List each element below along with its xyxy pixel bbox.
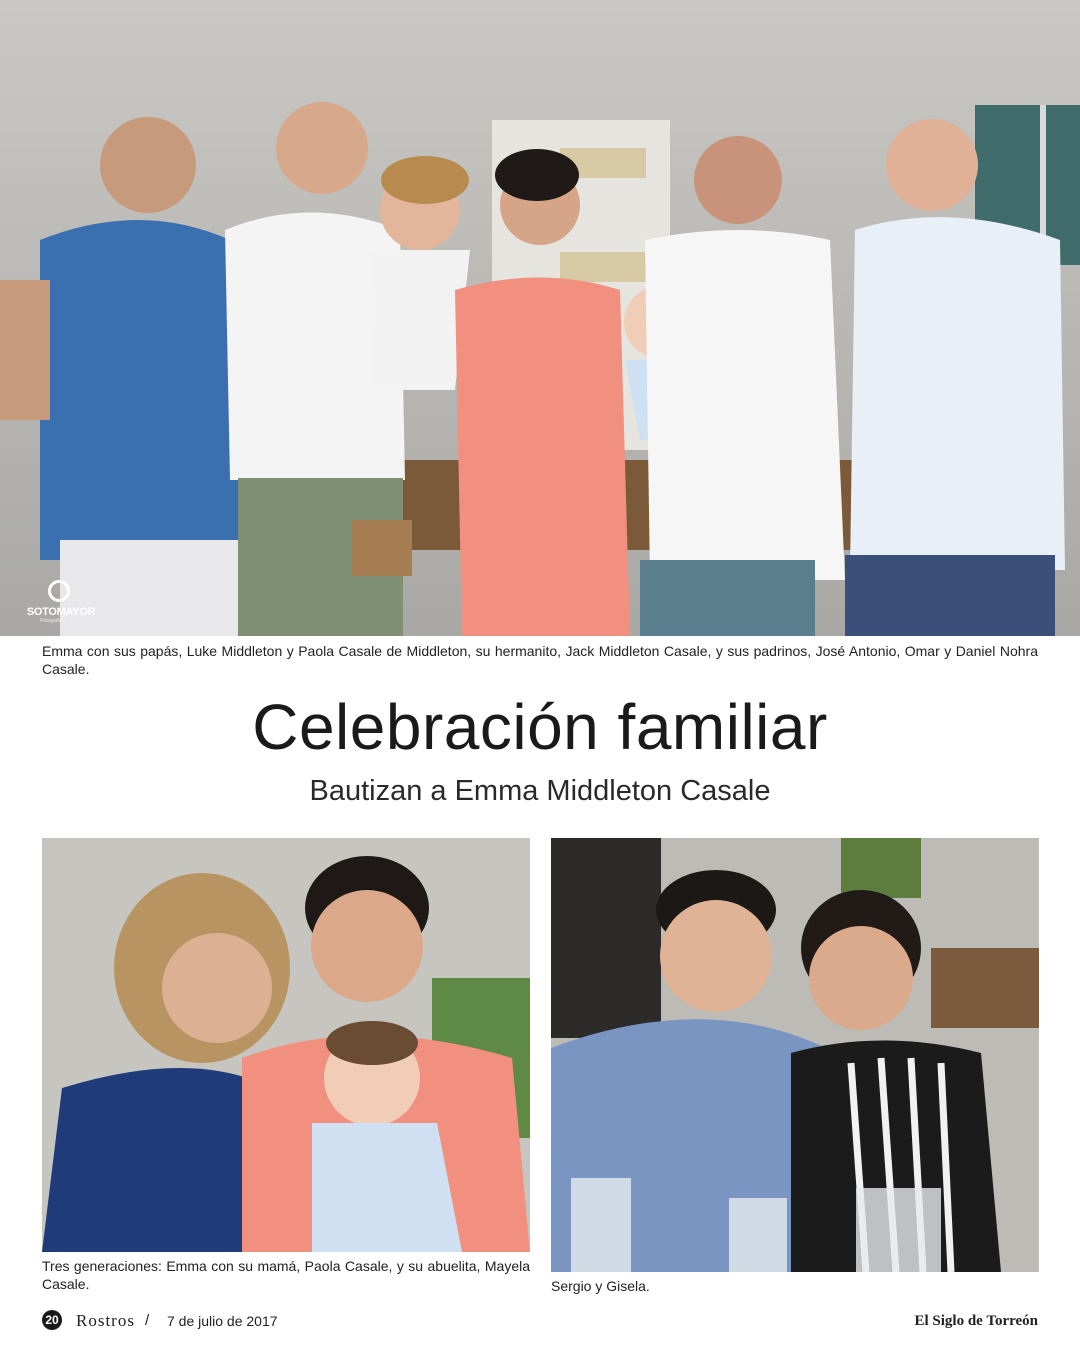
article-headline: Celebración familiar <box>252 691 828 763</box>
family-group-photo <box>0 0 1080 636</box>
watermark-text: SOTOMAYOR <box>26 606 96 618</box>
footer-separator: / <box>145 1312 150 1329</box>
camera-logo-icon <box>48 580 70 602</box>
three-generations-caption: Tres generaciones: Emma con su mamá, Paola Casale, y su abuelita, Mayela Casale. <box>42 1258 530 1292</box>
issue-date: 7 de julio de 2017 <box>167 1313 278 1329</box>
three-generations-image <box>42 838 530 1252</box>
page-number: 20 <box>42 1310 62 1330</box>
sergio-gisela-photo <box>551 838 1039 1272</box>
sergio-gisela-caption: Sergio y Gisela. <box>551 1278 650 1294</box>
page-footer <box>42 1309 1038 1333</box>
three-generations-photo <box>42 838 530 1252</box>
publication-name: El Siglo de Torreón <box>914 1313 1038 1329</box>
article-subheadline: Bautizan a Emma Middleton Casale <box>309 775 771 807</box>
couple-image <box>551 838 1039 1272</box>
photographer-watermark <box>16 578 106 624</box>
hero-photo <box>0 0 1080 636</box>
section-name: Rostros <box>76 1311 135 1330</box>
hero-caption: Emma con sus papás, Luke Middleton y Paola Casale de Middleton, su hermanito, Jack Middleton Casale, y sus padrinos, José Antonio, Omar y Daniel Nohra Casale. <box>42 643 1038 677</box>
watermark-subtext: Fotografía & Video <box>40 618 82 624</box>
